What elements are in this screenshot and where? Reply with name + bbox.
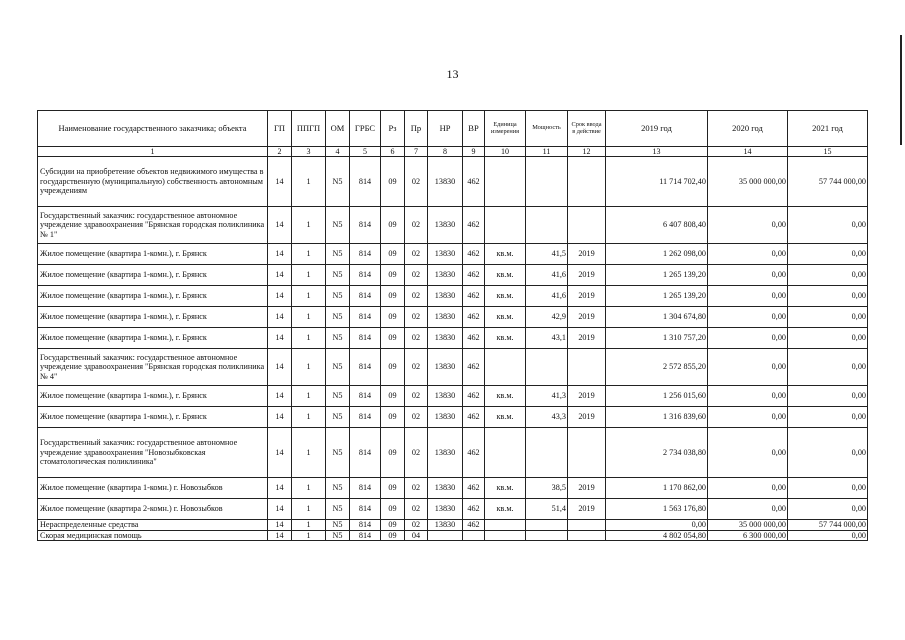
pr-cell: 02 [405, 386, 428, 407]
column-number: 14 [708, 147, 788, 157]
pr-cell: 02 [405, 520, 428, 531]
unit-cell [485, 520, 526, 531]
table-row [38, 157, 868, 207]
ppgp-cell: 1 [292, 520, 326, 531]
nr-cell: 13830 [428, 428, 463, 478]
om-cell: N5 [326, 207, 350, 244]
term-cell: 2019 [568, 244, 606, 265]
table-row [38, 499, 868, 520]
amount-2019-cell: 1 170 862,00 [606, 478, 708, 499]
amount-2021-cell: 0,00 [788, 499, 868, 520]
gp-cell: 14 [268, 428, 292, 478]
vr-cell: 462 [463, 244, 485, 265]
header-cell: 2020 год [708, 111, 788, 147]
unit-cell: кв.м. [485, 386, 526, 407]
nr-cell: 13830 [428, 328, 463, 349]
nr-cell: 13830 [428, 407, 463, 428]
om-cell: N5 [326, 244, 350, 265]
object-name-cell: Жилое помещение (квартира 1-комн.), г. Брянск [38, 265, 268, 286]
ppgp-cell: 1 [292, 244, 326, 265]
amount-2021-cell: 0,00 [788, 307, 868, 328]
table-row [38, 478, 868, 499]
vr-cell: 462 [463, 157, 485, 207]
grbs-cell: 814 [350, 499, 381, 520]
ppgp-cell: 1 [292, 407, 326, 428]
amount-2019-cell: 1 310 757,20 [606, 328, 708, 349]
object-name-cell: Жилое помещение (квартира 1-комн.), г. Брянск [38, 307, 268, 328]
amount-2020-cell: 0,00 [708, 207, 788, 244]
object-name-cell: Жилое помещение (квартира 1-комн.), г. Брянск [38, 386, 268, 407]
amount-2020-cell: 0,00 [708, 286, 788, 307]
header-cell: НР [428, 111, 463, 147]
power-cell [526, 349, 568, 386]
amount-2019-cell: 4 802 054,80 [606, 530, 708, 541]
pr-cell: 02 [405, 428, 428, 478]
grbs-cell: 814 [350, 478, 381, 499]
object-name-cell: Жилое помещение (квартира 2-комн.) г. Новозыбков [38, 499, 268, 520]
rz-cell: 09 [381, 407, 405, 428]
vr-cell: 462 [463, 428, 485, 478]
power-cell: 41,3 [526, 386, 568, 407]
page-number: 13 [446, 67, 459, 81]
om-cell: N5 [326, 520, 350, 531]
amount-2019-cell: 2 734 038,80 [606, 428, 708, 478]
pr-cell: 02 [405, 328, 428, 349]
term-cell: 2019 [568, 386, 606, 407]
table-row [38, 530, 868, 541]
power-cell [526, 207, 568, 244]
rz-cell: 09 [381, 157, 405, 207]
table-row [38, 265, 868, 286]
object-name-cell: Жилое помещение (квартира 1-комн.) г. Новозыбков [38, 478, 268, 499]
table-row [38, 307, 868, 328]
term-cell [568, 349, 606, 386]
unit-cell [485, 530, 526, 541]
pr-cell: 02 [405, 349, 428, 386]
unit-cell: кв.м. [485, 407, 526, 428]
gp-cell: 14 [268, 265, 292, 286]
pr-cell: 02 [405, 307, 428, 328]
table-row [38, 328, 868, 349]
term-cell [568, 207, 606, 244]
unit-cell [485, 428, 526, 478]
column-number: 11 [526, 147, 568, 157]
term-cell: 2019 [568, 265, 606, 286]
amount-2019-cell: 0,00 [606, 520, 708, 531]
pr-cell: 02 [405, 499, 428, 520]
header-cell: Рз [381, 111, 405, 147]
unit-cell: кв.м. [485, 265, 526, 286]
pr-cell: 02 [405, 265, 428, 286]
term-cell: 2019 [568, 286, 606, 307]
gp-cell: 14 [268, 244, 292, 265]
om-cell: N5 [326, 386, 350, 407]
table-row [38, 244, 868, 265]
unit-cell: кв.м. [485, 328, 526, 349]
ppgp-cell: 1 [292, 428, 326, 478]
grbs-cell: 814 [350, 349, 381, 386]
column-number: 13 [606, 147, 708, 157]
column-number: 7 [405, 147, 428, 157]
vr-cell: 462 [463, 328, 485, 349]
rz-cell: 09 [381, 286, 405, 307]
rz-cell: 09 [381, 207, 405, 244]
amount-2019-cell: 1 265 139,20 [606, 265, 708, 286]
vr-cell: 462 [463, 386, 485, 407]
amount-2019-cell: 1 304 674,80 [606, 307, 708, 328]
amount-2019-cell: 1 316 839,60 [606, 407, 708, 428]
amount-2019-cell: 11 714 702,40 [606, 157, 708, 207]
header-cell: ГП [268, 111, 292, 147]
nr-cell: 13830 [428, 244, 463, 265]
gp-cell: 14 [268, 328, 292, 349]
object-name-cell: Жилое помещение (квартира 1-комн.), г. Брянск [38, 328, 268, 349]
vr-cell [463, 530, 485, 541]
header-cell: Единица измерения [485, 111, 526, 147]
ppgp-cell: 1 [292, 349, 326, 386]
object-name-cell: Жилое помещение (квартира 1-комн.), г. Брянск [38, 407, 268, 428]
ppgp-cell: 1 [292, 207, 326, 244]
column-number: 5 [350, 147, 381, 157]
gp-cell: 14 [268, 207, 292, 244]
om-cell: N5 [326, 307, 350, 328]
vr-cell: 462 [463, 407, 485, 428]
header-cell: Наименование государственного заказчика; объекта [38, 111, 268, 147]
om-cell: N5 [326, 286, 350, 307]
rz-cell: 09 [381, 349, 405, 386]
header-cell: 2021 год [788, 111, 868, 147]
object-name-cell: Государственный заказчик: государственное автономное учреждение здравоохранения "Брянская городская поликлиника № 4" [38, 349, 268, 386]
nr-cell: 13830 [428, 157, 463, 207]
power-cell: 41,6 [526, 286, 568, 307]
amount-2021-cell: 0,00 [788, 530, 868, 541]
pr-cell: 02 [405, 244, 428, 265]
unit-cell [485, 157, 526, 207]
nr-cell: 13830 [428, 349, 463, 386]
grbs-cell: 814 [350, 307, 381, 328]
gp-cell: 14 [268, 307, 292, 328]
column-number: 3 [292, 147, 326, 157]
gp-cell: 14 [268, 157, 292, 207]
ppgp-cell: 1 [292, 307, 326, 328]
nr-cell: 13830 [428, 386, 463, 407]
rz-cell: 09 [381, 499, 405, 520]
amount-2021-cell: 0,00 [788, 407, 868, 428]
rz-cell: 09 [381, 244, 405, 265]
amount-2021-cell: 0,00 [788, 207, 868, 244]
gp-cell: 14 [268, 499, 292, 520]
om-cell: N5 [326, 157, 350, 207]
amount-2021-cell: 0,00 [788, 244, 868, 265]
amount-2020-cell: 0,00 [708, 386, 788, 407]
rz-cell: 09 [381, 386, 405, 407]
vr-cell: 462 [463, 265, 485, 286]
object-name-cell: Государственный заказчик: государственное автономное учреждение здравоохранения "Новозыбковская стоматологическая поликлиника" [38, 428, 268, 478]
amount-2020-cell: 0,00 [708, 349, 788, 386]
column-number: 4 [326, 147, 350, 157]
om-cell: N5 [326, 349, 350, 386]
vr-cell: 462 [463, 520, 485, 531]
amount-2019-cell: 6 407 808,40 [606, 207, 708, 244]
amount-2020-cell: 0,00 [708, 407, 788, 428]
pr-cell: 02 [405, 478, 428, 499]
power-cell [526, 157, 568, 207]
grbs-cell: 814 [350, 265, 381, 286]
amount-2021-cell: 0,00 [788, 286, 868, 307]
amount-2020-cell: 0,00 [708, 328, 788, 349]
nr-cell: 13830 [428, 499, 463, 520]
rz-cell: 09 [381, 530, 405, 541]
object-name-cell: Нераспределенные средства [38, 520, 268, 531]
header-cell: ГРБС [350, 111, 381, 147]
amount-2021-cell: 0,00 [788, 428, 868, 478]
column-number: 1 [38, 147, 268, 157]
amount-2021-cell: 0,00 [788, 328, 868, 349]
power-cell [526, 428, 568, 478]
column-number: 8 [428, 147, 463, 157]
unit-cell: кв.м. [485, 286, 526, 307]
header-cell: 2019 год [606, 111, 708, 147]
amount-2020-cell: 0,00 [708, 499, 788, 520]
amount-2021-cell: 0,00 [788, 349, 868, 386]
gp-cell: 14 [268, 478, 292, 499]
grbs-cell: 814 [350, 157, 381, 207]
term-cell: 2019 [568, 307, 606, 328]
unit-cell: кв.м. [485, 499, 526, 520]
grbs-cell: 814 [350, 386, 381, 407]
object-name-cell: Скорая медицинская помощь [38, 530, 268, 541]
column-number: 6 [381, 147, 405, 157]
unit-cell: кв.м. [485, 244, 526, 265]
amount-2020-cell: 35 000 000,00 [708, 520, 788, 531]
rz-cell: 09 [381, 265, 405, 286]
grbs-cell: 814 [350, 407, 381, 428]
header-row [38, 111, 868, 147]
rz-cell: 09 [381, 428, 405, 478]
nr-cell: 13830 [428, 478, 463, 499]
power-cell: 51,4 [526, 499, 568, 520]
amount-2019-cell: 1 262 098,00 [606, 244, 708, 265]
amount-2020-cell: 0,00 [708, 478, 788, 499]
unit-cell [485, 349, 526, 386]
table-row [38, 207, 868, 244]
nr-cell [428, 530, 463, 541]
unit-cell [485, 207, 526, 244]
power-cell: 43,3 [526, 407, 568, 428]
amount-2019-cell: 1 256 015,60 [606, 386, 708, 407]
vr-cell: 462 [463, 478, 485, 499]
column-number: 12 [568, 147, 606, 157]
amount-2020-cell: 6 300 000,00 [708, 530, 788, 541]
header-cell: ОМ [326, 111, 350, 147]
power-cell: 41,5 [526, 244, 568, 265]
vr-cell: 462 [463, 307, 485, 328]
om-cell: N5 [326, 478, 350, 499]
rz-cell: 09 [381, 478, 405, 499]
amount-2020-cell: 0,00 [708, 265, 788, 286]
ppgp-cell: 1 [292, 530, 326, 541]
header-cell: Срок ввода в действие [568, 111, 606, 147]
om-cell: N5 [326, 428, 350, 478]
vr-cell: 462 [463, 286, 485, 307]
amount-2020-cell: 35 000 000,00 [708, 157, 788, 207]
om-cell: N5 [326, 407, 350, 428]
pr-cell: 02 [405, 157, 428, 207]
grbs-cell: 814 [350, 286, 381, 307]
om-cell: N5 [326, 328, 350, 349]
column-number: 10 [485, 147, 526, 157]
budget-table [37, 110, 868, 541]
table-row [38, 407, 868, 428]
header-cell: ППГП [292, 111, 326, 147]
term-cell: 2019 [568, 499, 606, 520]
ppgp-cell: 1 [292, 386, 326, 407]
ppgp-cell: 1 [292, 478, 326, 499]
table-row [38, 386, 868, 407]
column-number: 15 [788, 147, 868, 157]
om-cell: N5 [326, 499, 350, 520]
gp-cell: 14 [268, 407, 292, 428]
vr-cell: 462 [463, 349, 485, 386]
column-number-row [38, 147, 868, 157]
ppgp-cell: 1 [292, 265, 326, 286]
nr-cell: 13830 [428, 520, 463, 531]
term-cell: 2019 [568, 478, 606, 499]
ppgp-cell: 1 [292, 499, 326, 520]
amount-2021-cell: 0,00 [788, 478, 868, 499]
term-cell: 2019 [568, 328, 606, 349]
unit-cell: кв.м. [485, 478, 526, 499]
term-cell: 2019 [568, 407, 606, 428]
om-cell: N5 [326, 530, 350, 541]
grbs-cell: 814 [350, 207, 381, 244]
ppgp-cell: 1 [292, 328, 326, 349]
power-cell: 41,6 [526, 265, 568, 286]
header-cell: ВР [463, 111, 485, 147]
amount-2019-cell: 1 265 139,20 [606, 286, 708, 307]
gp-cell: 14 [268, 530, 292, 541]
table-row [38, 286, 868, 307]
object-name-cell: Субсидии на приобретение объектов недвижимого имущества в государственную (муниципальную) собственность автономным учреждениям [38, 157, 268, 207]
vr-cell: 462 [463, 499, 485, 520]
object-name-cell: Жилое помещение (квартира 1-комн.), г. Брянск [38, 244, 268, 265]
rz-cell: 09 [381, 307, 405, 328]
table-row [38, 428, 868, 478]
term-cell [568, 520, 606, 531]
gp-cell: 14 [268, 349, 292, 386]
column-number: 2 [268, 147, 292, 157]
amount-2019-cell: 1 563 176,80 [606, 499, 708, 520]
grbs-cell: 814 [350, 530, 381, 541]
header-cell: Пр [405, 111, 428, 147]
amount-2020-cell: 0,00 [708, 428, 788, 478]
nr-cell: 13830 [428, 307, 463, 328]
grbs-cell: 814 [350, 520, 381, 531]
pr-cell: 04 [405, 530, 428, 541]
term-cell [568, 157, 606, 207]
nr-cell: 13830 [428, 286, 463, 307]
column-number: 9 [463, 147, 485, 157]
power-cell: 38,5 [526, 478, 568, 499]
table-row [38, 520, 868, 531]
ppgp-cell: 1 [292, 157, 326, 207]
amount-2020-cell: 0,00 [708, 244, 788, 265]
amount-2021-cell: 57 744 000,00 [788, 520, 868, 531]
amount-2021-cell: 0,00 [788, 265, 868, 286]
amount-2021-cell: 0,00 [788, 386, 868, 407]
term-cell [568, 530, 606, 541]
power-cell [526, 530, 568, 541]
scan-edge-line [900, 35, 902, 145]
header-cell: Мощность [526, 111, 568, 147]
term-cell [568, 428, 606, 478]
power-cell: 43,1 [526, 328, 568, 349]
gp-cell: 14 [268, 286, 292, 307]
pr-cell: 02 [405, 407, 428, 428]
ppgp-cell: 1 [292, 286, 326, 307]
nr-cell: 13830 [428, 207, 463, 244]
rz-cell: 09 [381, 328, 405, 349]
vr-cell: 462 [463, 207, 485, 244]
object-name-cell: Государственный заказчик: государственное автономное учреждение здравоохранения "Брянская городская поликлиника № 1" [38, 207, 268, 244]
rz-cell: 09 [381, 520, 405, 531]
gp-cell: 14 [268, 520, 292, 531]
grbs-cell: 814 [350, 244, 381, 265]
nr-cell: 13830 [428, 265, 463, 286]
amount-2019-cell: 2 572 855,20 [606, 349, 708, 386]
power-cell: 42,9 [526, 307, 568, 328]
power-cell [526, 520, 568, 531]
unit-cell: кв.м. [485, 307, 526, 328]
amount-2021-cell: 57 744 000,00 [788, 157, 868, 207]
om-cell: N5 [326, 265, 350, 286]
object-name-cell: Жилое помещение (квартира 1-комн.), г. Брянск [38, 286, 268, 307]
amount-2020-cell: 0,00 [708, 307, 788, 328]
gp-cell: 14 [268, 386, 292, 407]
pr-cell: 02 [405, 286, 428, 307]
pr-cell: 02 [405, 207, 428, 244]
grbs-cell: 814 [350, 428, 381, 478]
grbs-cell: 814 [350, 328, 381, 349]
table-row [38, 349, 868, 386]
